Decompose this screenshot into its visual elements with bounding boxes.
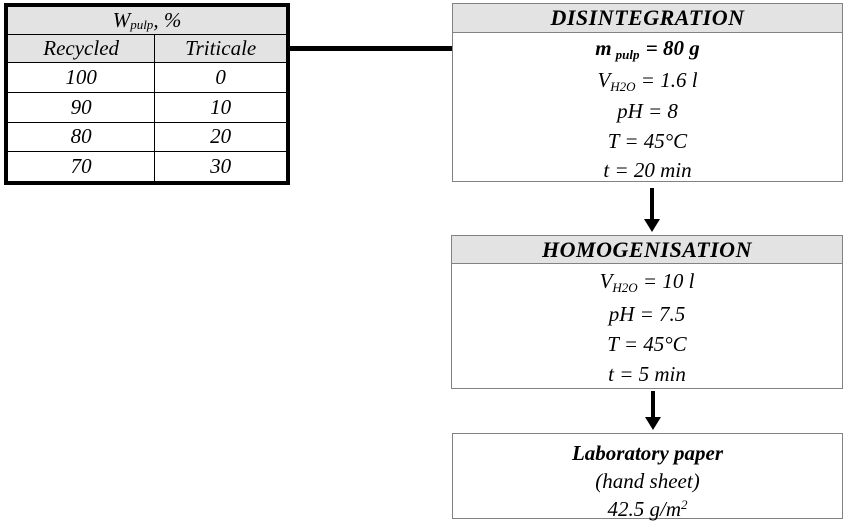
disintegration-parameters	[453, 33, 842, 186]
cell-triticale: 30	[210, 154, 232, 179]
volume-value: = 10 l	[637, 269, 695, 293]
cell-triticale: 10	[210, 94, 232, 119]
cell-recycled: 80	[8, 123, 155, 152]
table-title-suffix: , %	[153, 8, 182, 32]
parameter-time: t = 5 min	[608, 362, 686, 386]
parameter-ph: pH = 7.5	[608, 302, 686, 326]
homogenisation-parameters	[452, 264, 842, 389]
parameter-ph: pH = 8	[617, 99, 678, 124]
volume-value: = 1.6 l	[635, 67, 698, 92]
cell-triticale: 20	[210, 124, 232, 149]
grammage-value: 42.5 g/m	[607, 497, 681, 521]
arrow-down-icon	[644, 188, 660, 232]
arrow-head	[645, 417, 661, 430]
mass-value: = 80 g	[640, 36, 700, 60]
laboratory-paper-box	[452, 433, 843, 519]
table-row	[8, 62, 286, 92]
pulp-composition-table	[4, 3, 290, 185]
column-header-recycled: Recycled	[8, 35, 155, 62]
cell-recycled: 100	[8, 63, 155, 92]
mass-symbol: m	[595, 36, 612, 60]
table-column-headers	[8, 34, 286, 62]
arrow-down-icon	[645, 391, 661, 430]
laboratory-paper-grammage	[453, 495, 842, 523]
parameter-pulp-mass	[453, 34, 842, 66]
parameter-temperature: T = 45°C	[607, 332, 687, 356]
parameter-time: t = 20 min	[603, 158, 692, 183]
cell-recycled: 90	[8, 93, 155, 122]
laboratory-paper-title: Laboratory paper	[571, 441, 724, 465]
volume-symbol: V	[599, 269, 613, 293]
parameter-water-volume	[452, 266, 842, 299]
arrow-shaft	[650, 188, 654, 220]
table-row	[8, 151, 286, 181]
cell-triticale: 0	[215, 64, 226, 89]
arrow-shaft	[651, 391, 655, 418]
table-title	[8, 7, 286, 34]
table-row	[8, 122, 286, 152]
homogenisation-box	[451, 235, 843, 389]
table-title-subscript: pulp	[130, 16, 154, 32]
volume-subscript: H2O	[612, 280, 638, 295]
grammage-superscript: 2	[681, 497, 688, 512]
laboratory-paper-subtitle: (hand sheet)	[595, 469, 700, 493]
parameter-temperature: T = 45°C	[607, 128, 688, 153]
disintegration-box	[452, 3, 843, 182]
volume-subscript: H2O	[610, 78, 636, 94]
mass-subscript: pulp	[615, 47, 640, 62]
cell-recycled: 70	[8, 152, 155, 181]
disintegration-title: DISINTEGRATION	[453, 4, 842, 33]
parameter-water-volume	[453, 66, 842, 98]
volume-symbol: V	[597, 67, 611, 92]
arrow-head	[644, 219, 660, 232]
homogenisation-title: HOMOGENISATION	[452, 236, 842, 264]
table-row	[8, 92, 286, 122]
table-title-symbol: W	[112, 8, 131, 32]
column-header-triticale: Triticale	[185, 36, 257, 60]
